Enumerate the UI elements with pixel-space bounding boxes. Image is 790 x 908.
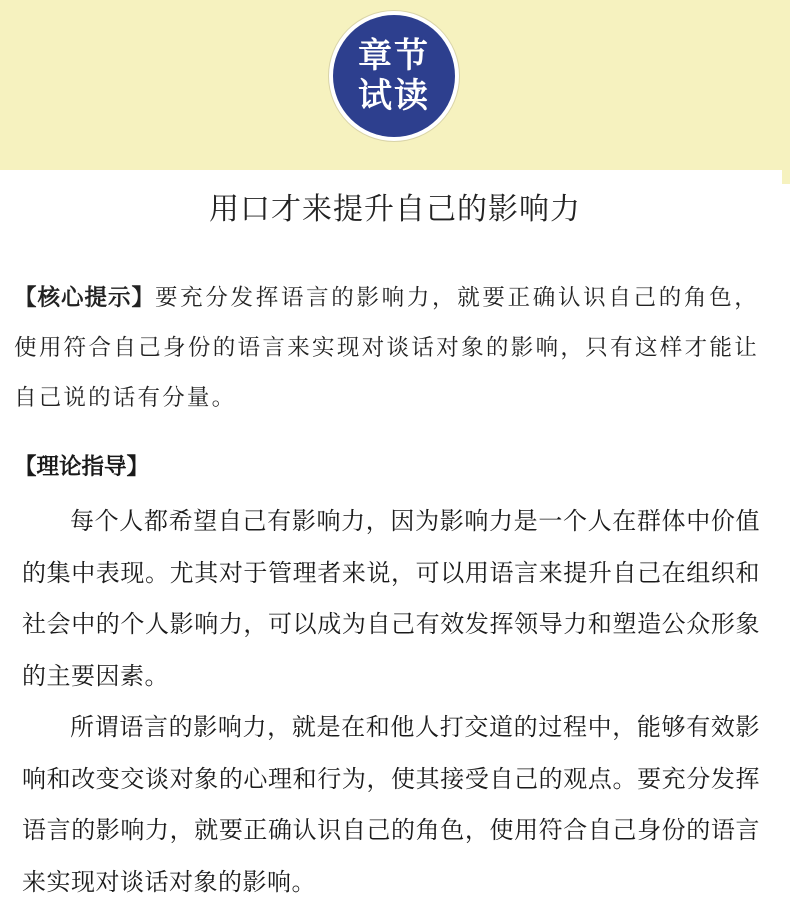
theory-paragraph-2: 所谓语言的影响力，就是在和他人打交道的过程中，能够有效影响和改变交谈对象的心理和行为，使其接受自己的观点。要充分发挥语言的影响力，就要正确认识自己的角色，使用符合自己身份的语言来实现对谈话对象的影响。 [22,713,760,896]
theory-body [22,496,760,908]
theory-heading: 【理论指导】 [14,454,150,480]
badge-line-2: 试读 [358,76,430,116]
chapter-title: 用口才来提升自己的影响力 [209,192,581,227]
key-tip-block [14,273,759,423]
key-tip-label: 【核心提示】 [14,285,155,311]
badge-line-1: 章节 [358,36,430,76]
key-tip-text: 要充分发挥语言的影响力，就要正确认识自己的角色，使用符合自己身份的语言来实现对谈话对象的影响，只有这样才能让自己说的话有分量。 [14,285,759,411]
banner-edge [782,170,790,184]
chapter-preview-badge [333,15,455,137]
theory-paragraph-1: 每个人都希望自己有影响力，因为影响力是一个人在群体中价值的集中表现。尤其对于管理者来说，可以用语言来提升自己在组织和社会中的个人影响力，可以成为自己有效发挥领导力和塑造公众形象的主要因素。 [22,507,760,690]
